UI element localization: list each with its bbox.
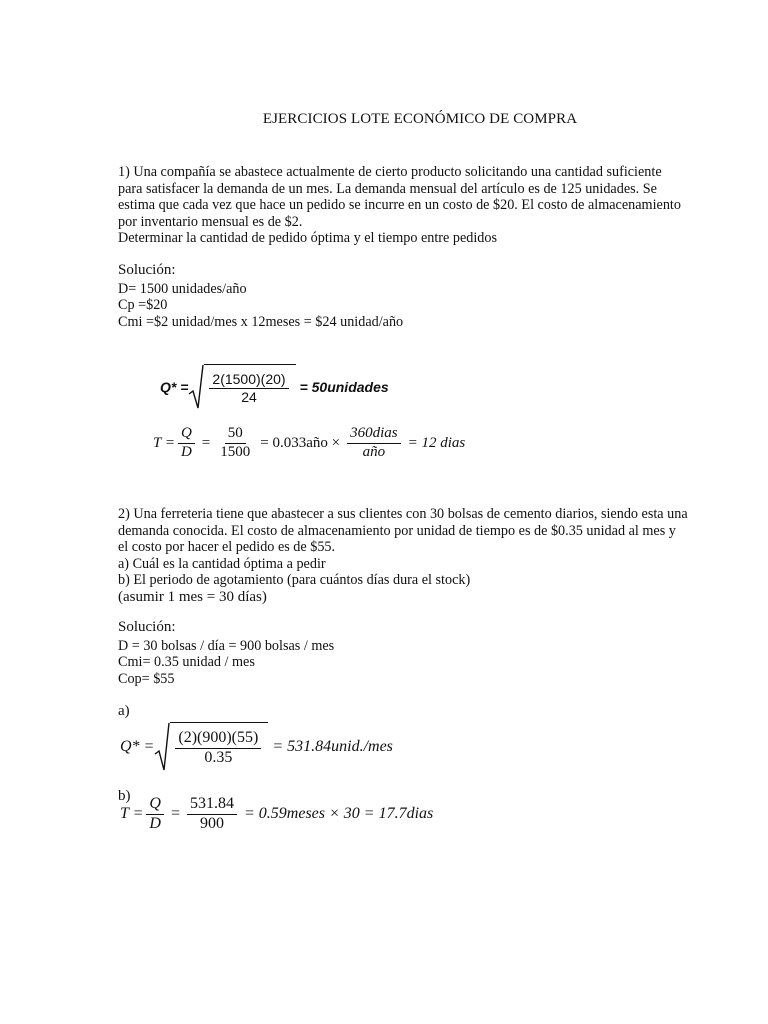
text-line: b) El periodo de agotamiento (para cuántos días dura el stock)	[118, 572, 471, 589]
given-line: D= 1500 unidades/año	[118, 280, 247, 297]
sqrt-symbol	[188, 364, 295, 410]
fraction	[209, 372, 288, 404]
fraction-values: $\frac{531.84}{900}$	[187, 796, 237, 833]
fraction-values: $\frac{50}{1500}$	[220, 425, 251, 460]
text-line: 2) Una ferreteria tiene que abastecer a sus clientes con 30 bolsas de cemento diarios, siendo esta una	[118, 506, 688, 522]
text-line: para satisfacer la demanda de un mes. La demanda mensual del artículo es de 125 unidades. Se	[118, 180, 657, 197]
text-line: a) Cuál es la cantidad óptima a pedir	[118, 555, 326, 572]
text-line: Determinar la cantidad de pedido óptima y el tiempo entre pedidos	[118, 230, 497, 247]
fraction-days-per-year: $\frac{\text{360dias}}{\text{año}}$	[347, 426, 401, 461]
fraction	[175, 730, 261, 767]
given-line: Cop= $55	[118, 670, 175, 687]
formula-time-1: T = $\frac{Q}{D}$ = $\frac{50}{1500}$ = 0.033año × $\frac{\text{360dias}}{\text{año}}$ = 12 dias	[153, 425, 466, 460]
formula-result: = 12 dias	[407, 434, 466, 451]
text-line: (asumir 1 mes = 30 días)	[118, 588, 267, 605]
part-b-label: b)	[118, 788, 131, 804]
exercise-1-statement	[118, 164, 728, 247]
exercise-1-solution	[118, 262, 728, 330]
fraction-q-over-d: $\frac{Q}{D}$	[146, 796, 164, 833]
formula-result: = 50unidades	[299, 379, 389, 395]
text-line: estima que cada vez que hace un pedido se incurre en un costo de $20. El costo de almacenamiento	[118, 197, 681, 214]
formula-q-optimal-1	[160, 364, 393, 410]
numerator: (2)(900)(55)	[175, 730, 261, 749]
numerator: 2(1500)(20)	[209, 372, 288, 389]
sqrt-symbol	[154, 722, 268, 772]
solution-label: Solución:	[118, 262, 176, 278]
given-line: Cp =$20	[118, 297, 168, 314]
text-line: el costo por hacer el pedido es de $55.	[118, 539, 336, 556]
formula-result: = 0.59meses × 30 = 17.7dias	[244, 805, 434, 823]
radical-sign-icon	[154, 722, 170, 772]
solution-label: Solución:	[118, 619, 176, 635]
exercise-2-statement	[118, 506, 728, 606]
radical-sign-icon	[188, 364, 204, 410]
formula-lhs: Q* =	[160, 379, 189, 395]
text-line: demanda conocida. El costo de almacenamiento por unidad de tiempo es de $0.35 unidad al mes y	[118, 522, 676, 539]
formula-result: = 531.84unid./mes	[272, 738, 393, 755]
given-line: D = 30 bolsas / día = 900 bolsas / mes	[118, 637, 335, 654]
given-line: Cmi =$2 unidad/mes x 12meses = $24 unidad/año	[118, 313, 404, 330]
formula-time-2: T = $\frac{Q}{D}$ = $\frac{531.84}{900}$ = 0.59meses × 30 = 17.7dias	[120, 795, 434, 832]
formula-lhs: T =	[120, 805, 144, 823]
denominator: 0.35	[204, 749, 233, 766]
formula-lhs: Q* =	[120, 738, 155, 755]
formula-q-optimal-2	[120, 722, 397, 772]
formula-lhs: T =	[153, 434, 175, 451]
exercise-2-solution	[118, 619, 728, 687]
text-line: 1) Una compañía se abastece actualmente de cierto producto solicitando una cantidad suficiente	[118, 164, 662, 180]
part-a-label: a)	[118, 703, 130, 719]
given-line: Cmi= 0.35 unidad / mes	[118, 654, 255, 671]
text-line: por inventario mensual es de $2.	[118, 213, 303, 230]
fraction-q-over-d: $\frac{Q}{D}$	[178, 426, 195, 461]
page-title: EJERCICIOS LOTE ECONÓMICO DE COMPRA	[262, 111, 578, 127]
denominator: 24	[241, 389, 257, 405]
